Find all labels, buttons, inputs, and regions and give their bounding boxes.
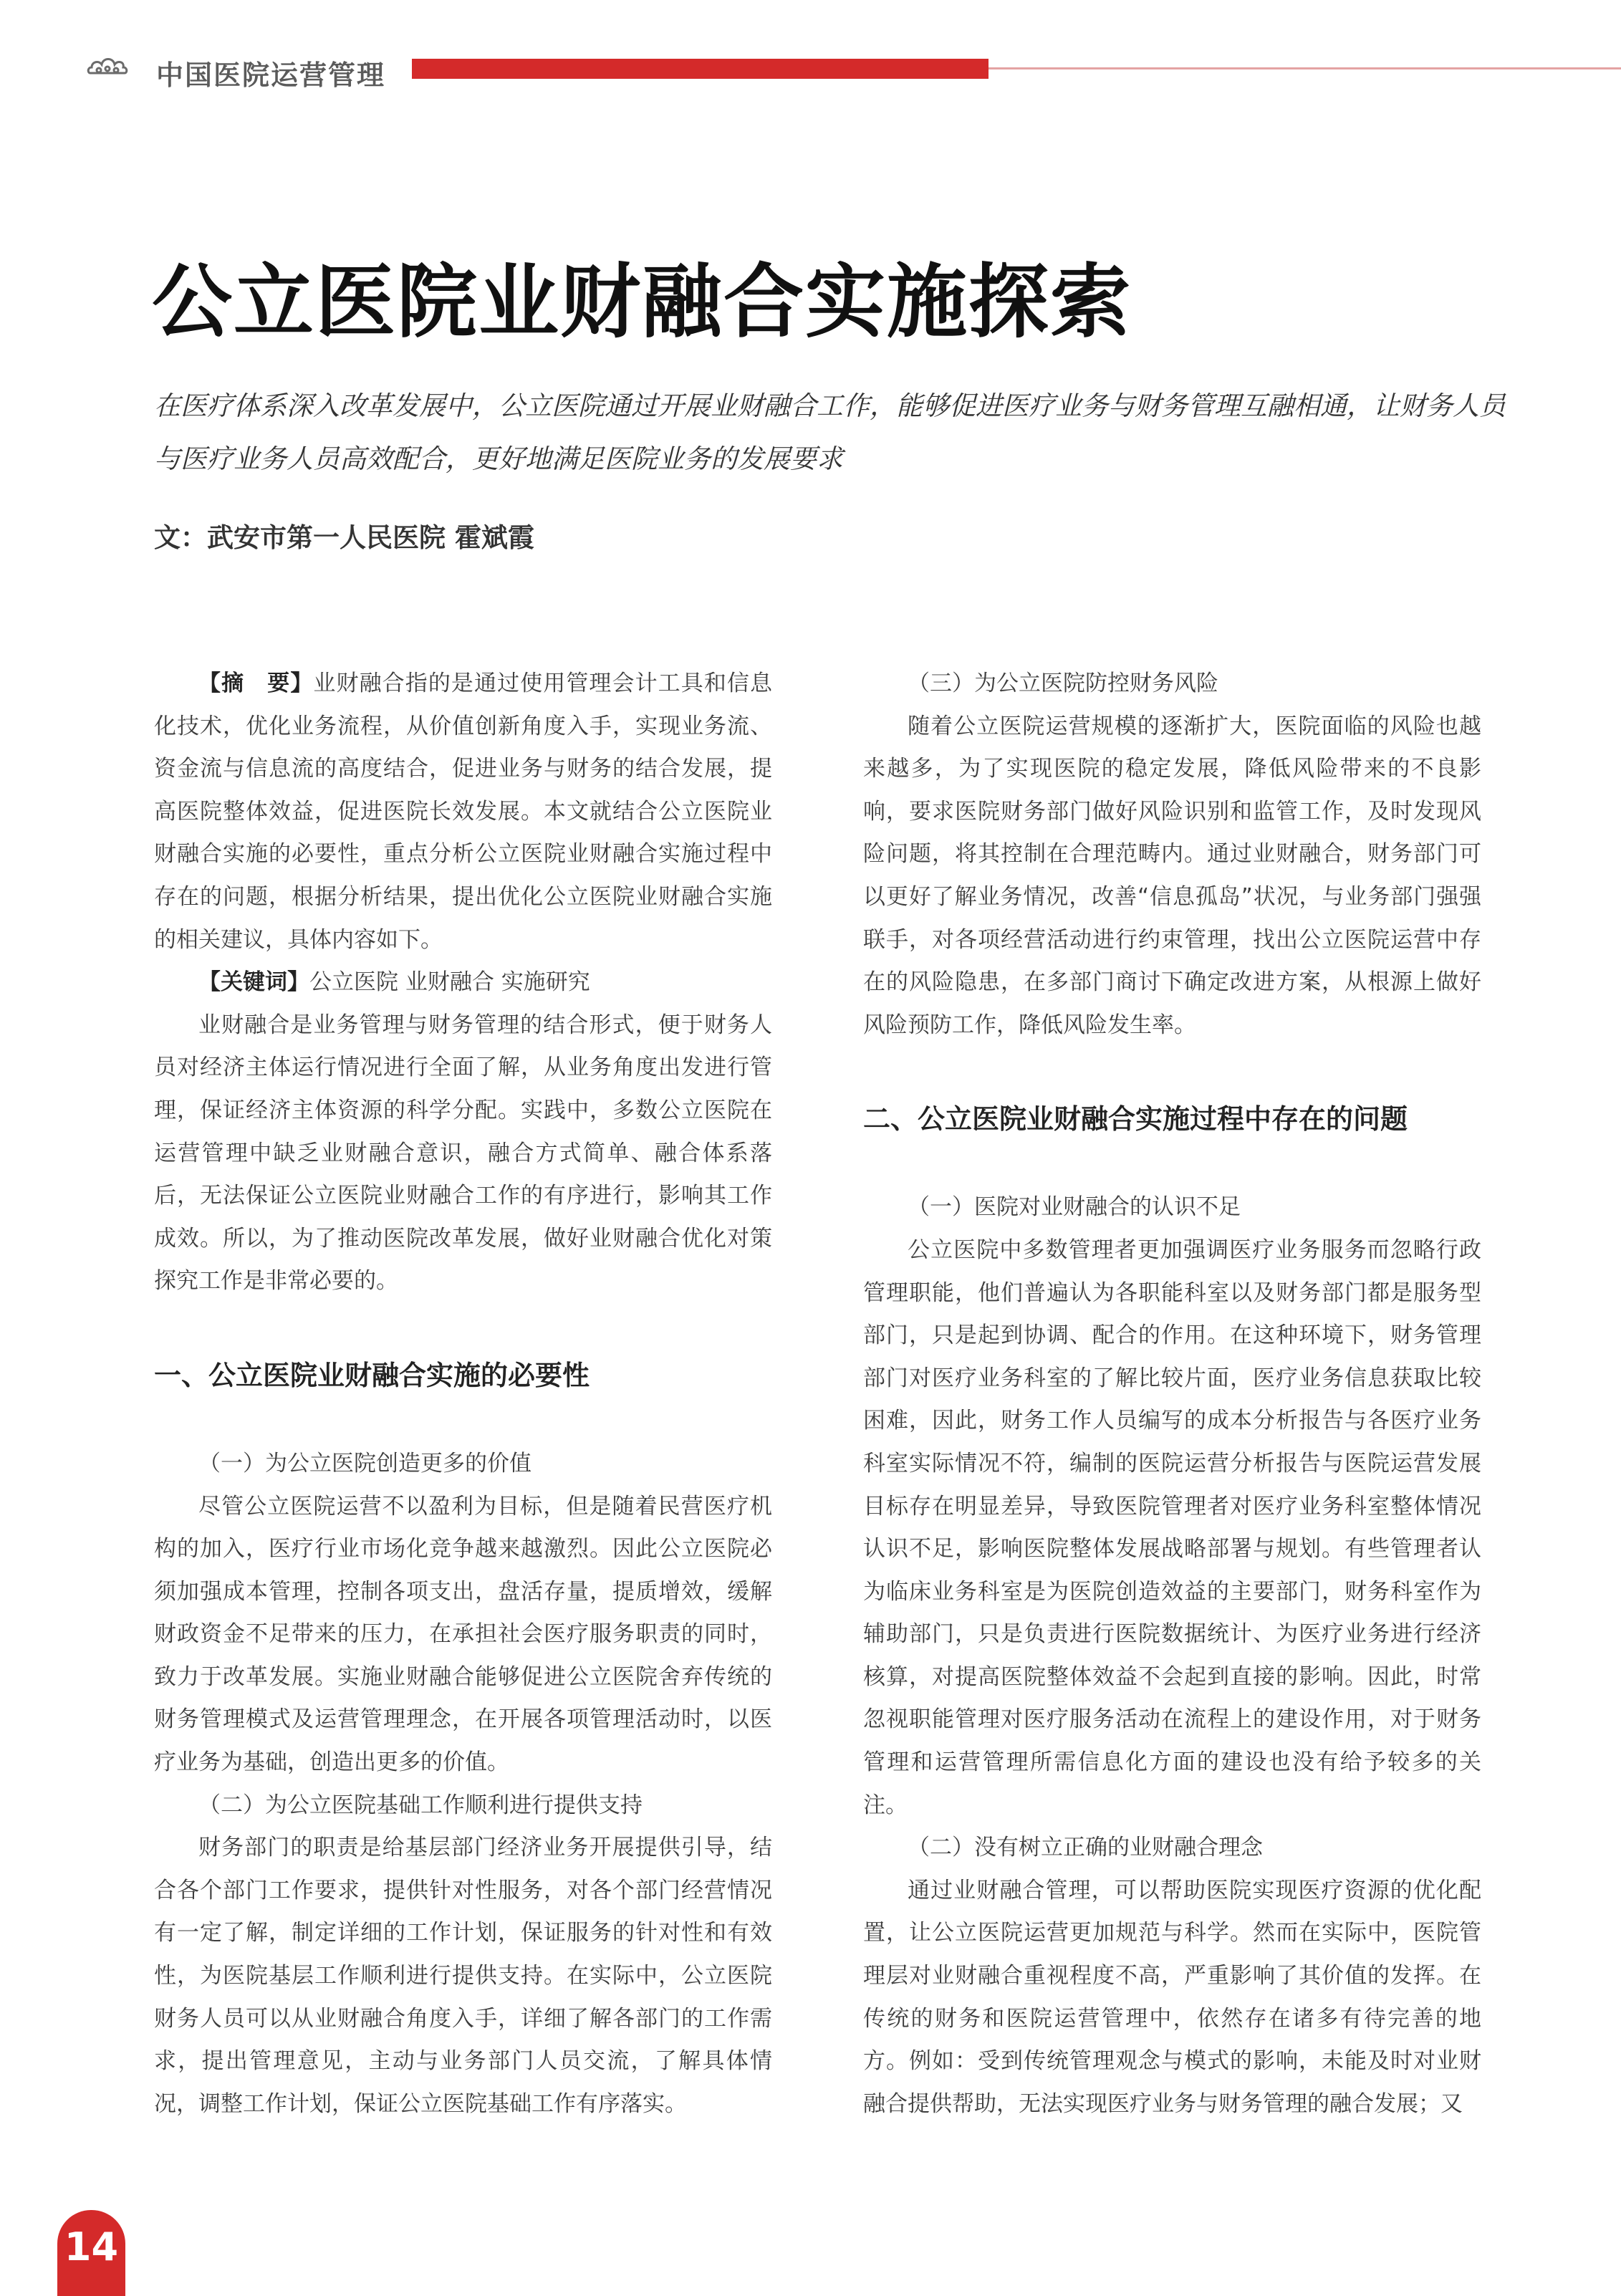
subheading-1-2: （二）为公立医院基础工作顺利进行提供支持 bbox=[198, 1792, 643, 1818]
subheading-1-1: （一）为公立医院创造更多的价值 bbox=[198, 1450, 531, 1476]
paragraph-1-1: 尽管公立医院运营不以盈利为目标，但是随着民营医疗机构的加入，医疗行业市场化竞争越来越激烈。因此公立医院必须加强成本管理，控制各项支出，盘活存量，提质增效，缓解财政资金不足带来的压力，在承担社会医疗服务职责的同时，致力于改革发展。实施业财融合能够促进公立医院舍弃传统的财务管理模式及运营管理理念，在开展各项管理活动时，以医疗业务为基础，创造出更多的价值。 bbox=[154, 1493, 772, 1776]
subheading-1-3: （三）为公立医院防控财务风险 bbox=[908, 671, 1218, 696]
abstract-paragraph bbox=[154, 663, 772, 961]
subheading-2-2: （二）没有树立正确的业财融合理念 bbox=[908, 1835, 1263, 1861]
subheading-2-1: （一）医院对业财融合的认识不足 bbox=[908, 1194, 1241, 1221]
header-rule bbox=[989, 67, 1621, 69]
left-column bbox=[154, 663, 772, 2126]
page-number: 14 bbox=[57, 2210, 125, 2296]
abstract-text: 业财融合指的是通过使用管理会计工具和信息化技术，优化业务流程，从价值创新角度入手，实现业务流、资金流与信息流的高度结合，促进业务与财务的结合发展，提高医院整体效益，促进医院长效发展。本文就结合公立医院业财融合实施的必要性，重点分析公立医院业财融合实施过程中存在的问题，根据分析结果，提出优化公立医院业财融合实施的相关建议，具体内容如下。 bbox=[154, 671, 773, 953]
page-header bbox=[86, 50, 1621, 93]
abstract-tag: 【摘 要】 bbox=[198, 671, 314, 696]
keywords-text: 公立医院 业财融合 实施研究 bbox=[309, 969, 590, 996]
paragraph-1-2: 财务部门的职责是给基层部门经济业务开展提供引导，结合各个部门工作要求，提供针对性服务，对各个部门经营情况有一定了解，制定详细的工作计划，保证服务的针对性和有效性，为医院基层工作顺利进行提供支持。在实际中，公立医院财务人员可以从业财融合角度入手，详细了解各部门的工作需求，提出管理意见，主动与业务部门人员交流，了解具体情况，调整工作计划，保证公立医院基础工作有序落实。 bbox=[154, 1835, 772, 2117]
paragraph-2-1: 公立医院中多数管理者更加强调医疗业务服务而忽略行政管理职能，他们普遍认为各职能科室以及财务部门都是服务型部门，只是起到协调、配合的作用。在这种环境下，财务管理部门对医疗业务科室的了解比较片面，医疗业务信息获取比较困难，因此，财务工作人员编写的成本分析报告与各医疗业务科室实际情况不符，编制的医院运营分析报告与医院运营发展目标存在明显差异，导致医院管理者对医疗业务科室整体情况认识不足，影响医院整体发展战略部署与规划。有些管理者认为临床业务科室是为医院创造效益的主要部门，财务科室作为辅助部门，只是负责进行医院数据统计、为医疗业务进行经济核算，对提高医院整体效益不会起到直接的影响。因此，时常忽视职能管理对医疗服务活动在流程上的建设作用，对于财务管理和运营管理所需信息化方面的建设也没有给予较多的关注。 bbox=[863, 1236, 1481, 1818]
section-heading-1: 一、公立医院业财融合实施的必要性 bbox=[154, 1359, 590, 1391]
keywords-tag: 【关键词】 bbox=[198, 969, 309, 996]
article-title: 公立医院业财融合实施探索 bbox=[152, 256, 1132, 349]
paragraph-2-2: 通过业财融合管理，可以帮助医院实现医疗资源的优化配置，让公立医院运营更加规范与科学。然而在实际中，医院管理层对业财融合重视程度不高，严重影响了其价值的发挥。在传统的财务和医院运营管理中，依然存在诸多有待完善的地方。例如：受到传统管理观念与模式的影响，未能及时对业财融合提供帮助，无法实现医疗业务与财务管理的融合发展；又 bbox=[863, 1877, 1481, 2117]
article-lead: 在医疗体系深入改革发展中，公立医院通过开展业财融合工作，能够促进医疗业务与财务管理互融相通，让财务人员与医疗业务人员高效配合，更好地满足医院业务的发展要求 bbox=[154, 390, 1506, 474]
intro-paragraph: 业财融合是业务管理与财务管理的结合形式，便于财务人员对经济主体运行情况进行全面了解，从业务角度出发进行管理，保证经济主体资源的科学分配。实践中，多数公立医院在运营管理中缺乏业财融合意识，融合方式简单、融合体系落后，无法保证公立医院业财融合工作的有序进行，影响其工作成效。所以，为了推动医院改革发展，做好业财融合优化对策探究工作是非常必要的。 bbox=[154, 1012, 772, 1294]
right-column bbox=[863, 663, 1481, 2126]
paragraph-1-3: 随着公立医院运营规模的逐渐扩大，医院面临的风险也越来越多，为了实现医院的稳定发展，降低风险带来的不良影响，要求医院财务部门做好风险识别和监管工作，及时发现风险问题，将其控制在合理范畴内。通过业财融合，财务部门可以更好了解业务情况，改善“信息孤岛”状况，与业务部门强强联手，对各项经营活动进行约束管理，找出公立医院运营中存在的风险隐患，在多部门商讨下确定改进方案，从根源上做好风险预防工作，降低风险发生率。 bbox=[863, 713, 1481, 1038]
journal-name: 中国医院运营管理 bbox=[156, 59, 386, 91]
header-accent-bar bbox=[412, 59, 989, 79]
section-heading-2: 二、公立医院业财融合实施过程中存在的问题 bbox=[863, 1103, 1408, 1135]
keywords-paragraph bbox=[154, 961, 772, 1004]
cloud-logo-icon bbox=[86, 53, 129, 79]
article-byline: 文：武安市第一人民医院 霍斌霞 bbox=[154, 522, 534, 553]
